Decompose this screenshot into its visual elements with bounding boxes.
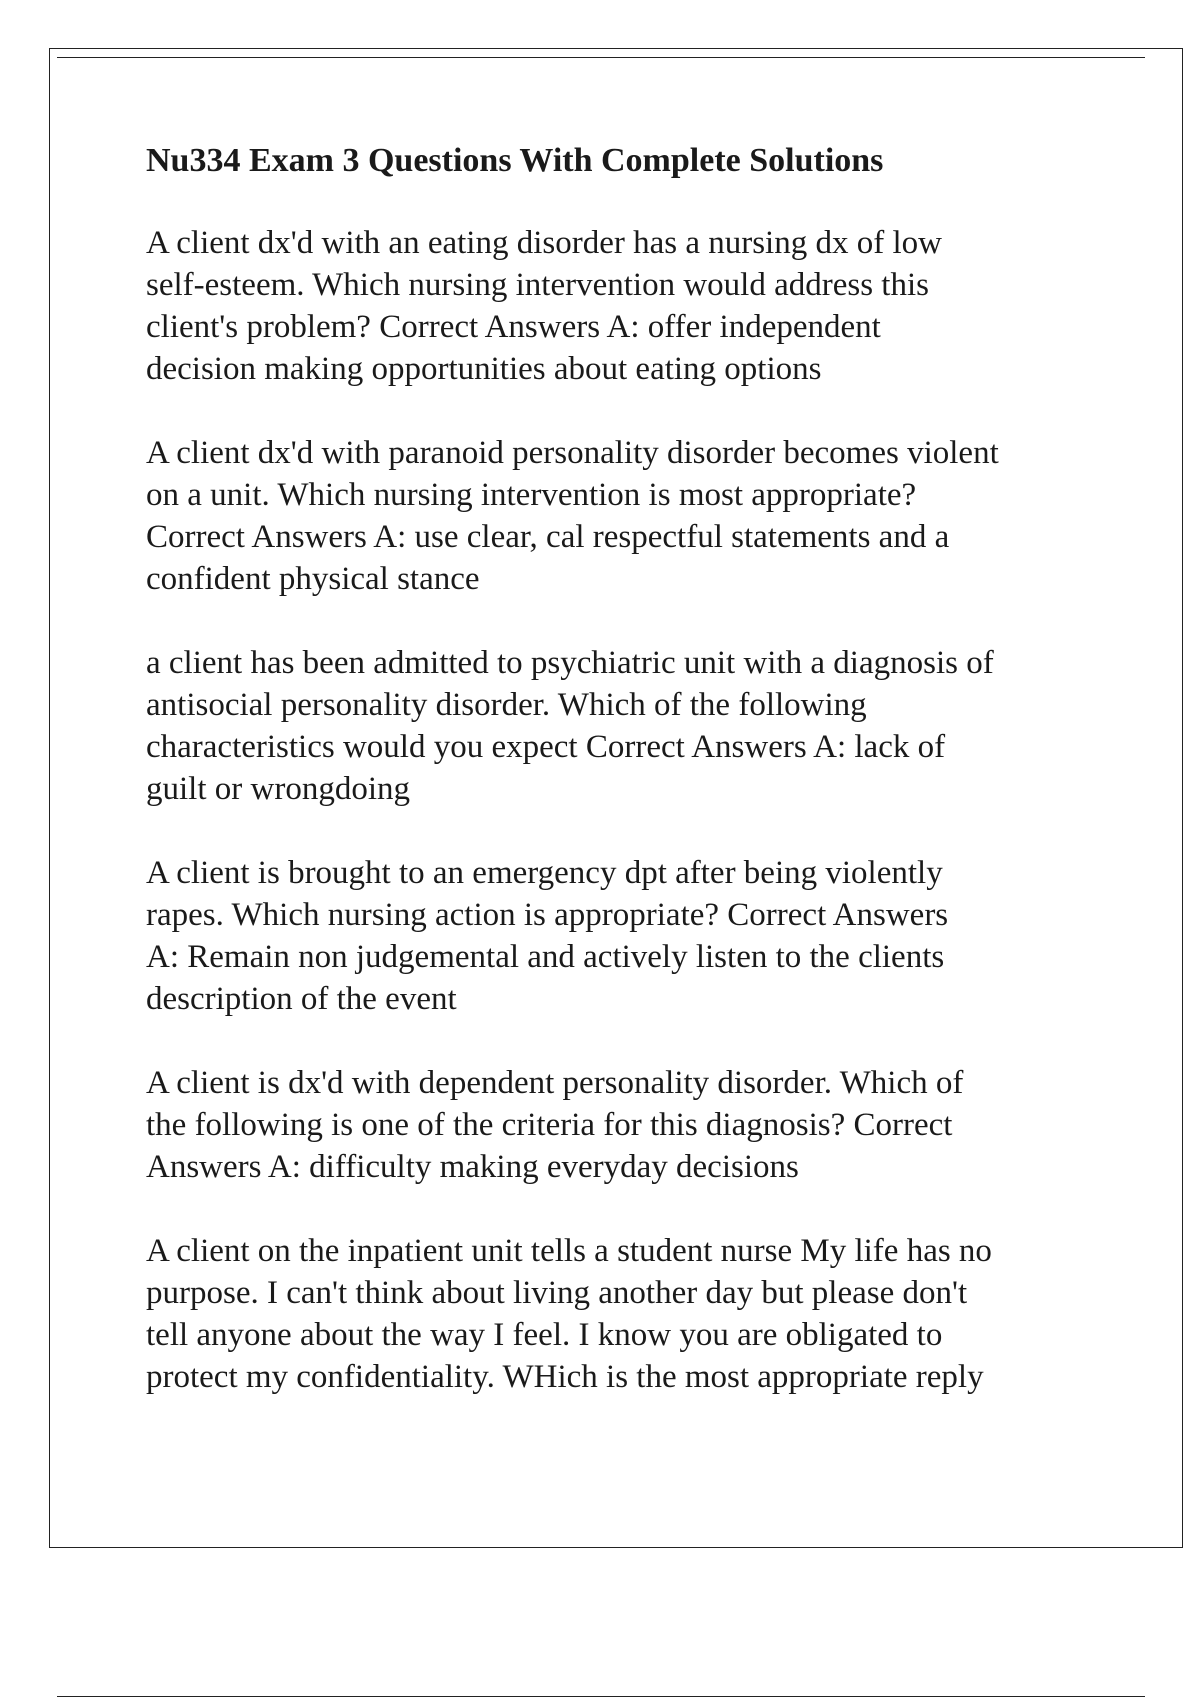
qa-item-6: A client on the inpatient unit tells a student nurse My life has no purpose. I can't think about living another day but please don't tell anyone about the way I feel. I know you are obligated to protect my confidentiality. WHich is the most appropriate reply: [146, 1233, 992, 1395]
qa-item-3: a client has been admitted to psychiatric unit with a diagnosis of antisocial personality disorder. Which of the following characteristics would you expect Correct Answers A: lack of guilt or wrongdoing: [146, 645, 994, 807]
bottom-rule-divider: [57, 1696, 1145, 1697]
qa-item-4: A client is brought to an emergency dpt after being violently rapes. Which nursing action is appropriate? Correct Answers A: Remain non judgemental and actively listen to the clients description of the event: [146, 855, 949, 1017]
top-rule-divider: [57, 57, 1145, 58]
qa-item-1: A client dx'd with an eating disorder has a nursing dx of low self-esteem. Which nursing intervention would address this client's problem? Correct Answers A: offer independent decision making opportunities about eating options: [146, 225, 942, 387]
qa-item-2: A client dx'd with paranoid personality disorder becomes violent on a unit. Which nursing intervention is most appropriate? Correct Answers A: use clear, cal respectful statements and a confident physical stance: [146, 435, 999, 597]
document-body: [146, 140, 1106, 1440]
document-title: Nu334 Exam 3 Questions With Complete Solutions: [146, 142, 884, 179]
qa-item-5: A client is dx'd with dependent personality disorder. Which of the following is one of the criteria for this diagnosis? Correct Answers A: difficulty making everyday decisions: [146, 1065, 964, 1185]
